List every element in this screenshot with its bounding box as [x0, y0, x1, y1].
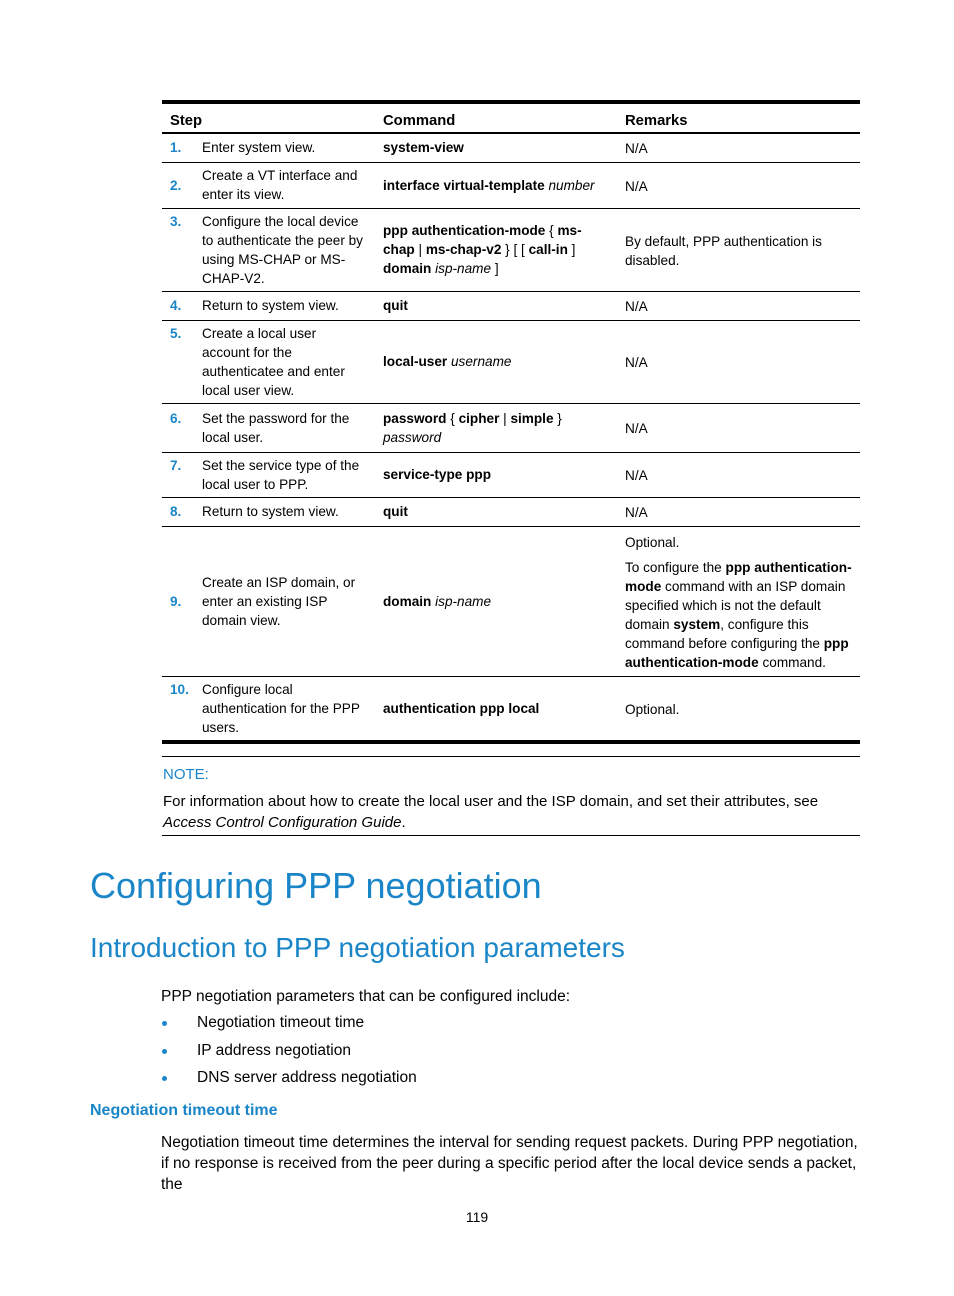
text-run: { — [446, 410, 459, 426]
keyword: password — [383, 410, 447, 426]
remarks-cell — [617, 497, 860, 526]
step-cell — [162, 526, 375, 676]
keyword: local-user — [383, 354, 451, 369]
subsubsection-heading: Negotiation timeout time — [90, 1102, 278, 1119]
text-run: N/A — [625, 141, 648, 157]
text-run: N/A — [625, 178, 648, 194]
keyword: ms-chap-v2 — [425, 242, 502, 257]
page-number: 119 — [465, 1209, 489, 1225]
text-run: N/A — [625, 355, 648, 370]
remarks-cell — [617, 133, 860, 162]
text-run: N/A — [625, 421, 648, 436]
bullet-icon — [162, 1021, 167, 1026]
table-row — [162, 403, 860, 452]
section-heading: Configuring PPP negotiation — [90, 865, 542, 906]
keyword: domain — [383, 261, 432, 276]
list-item — [161, 1040, 417, 1061]
text-run: By default, PPP authentication is disabled. — [625, 233, 822, 268]
step-description: Configure the local device to authenticate the peer by using MS-CHAP or MS-CHAP-V2. — [202, 213, 363, 286]
intro-paragraph: PPP negotiation parameters that can be configured include: — [161, 988, 571, 1005]
table-row — [162, 497, 860, 526]
keyword: quit — [383, 298, 408, 313]
step-number: 1. — [170, 140, 182, 156]
remarks-cell — [617, 320, 860, 403]
list-item-text: DNS server address negotiation — [197, 1069, 417, 1086]
step-cell — [162, 162, 375, 208]
remarks-cell — [617, 676, 860, 742]
step-cell — [162, 676, 375, 742]
table-header-row — [162, 102, 860, 133]
remark-paragraph — [625, 700, 852, 719]
step-description: Return to system view. — [202, 504, 339, 519]
keyword: simple — [510, 410, 554, 426]
remark-paragraph — [625, 503, 852, 522]
table-row — [162, 452, 860, 497]
table-row — [162, 208, 860, 291]
text-run: N/A — [625, 505, 648, 520]
step-cell — [162, 403, 375, 452]
keyword: ppp authentication-mode — [625, 559, 852, 594]
step-description: Enter system view. — [202, 140, 316, 156]
table-row — [162, 133, 860, 162]
text-run: , configure this command before configuring the — [625, 616, 824, 651]
text-run: N/A — [625, 468, 648, 483]
remarks-cell — [617, 452, 860, 497]
bullet-icon — [162, 1049, 167, 1054]
step-cell — [162, 208, 375, 291]
text-run: } [ [ — [501, 242, 529, 257]
command-cell — [375, 452, 617, 497]
command-cell — [375, 208, 617, 291]
table-row — [162, 526, 860, 676]
argument: number — [548, 177, 595, 193]
remarks-cell — [617, 526, 860, 676]
command-cell — [375, 676, 617, 742]
keyword: ms-chap — [383, 223, 582, 257]
text-run: | — [499, 410, 511, 426]
step-number: 4. — [170, 298, 182, 313]
step-number: 10. — [170, 681, 189, 697]
keyword: interface virtual-template — [383, 177, 549, 193]
text-run: ] — [491, 261, 499, 276]
note-reference: Access Control Configuration Guide — [163, 814, 402, 831]
keyword: cipher — [458, 410, 500, 426]
step-cell — [162, 452, 375, 497]
keyword: service-type ppp — [383, 467, 492, 482]
remark-paragraph — [625, 177, 852, 196]
text-run: N/A — [625, 299, 648, 314]
remarks-cell — [617, 403, 860, 452]
remark-paragraph — [625, 232, 852, 270]
table-row — [162, 676, 860, 742]
step-description: Create a local user account for the authenticatee and enter local user view. — [202, 325, 345, 398]
text-run: command. — [758, 654, 826, 670]
header-step: Step — [162, 102, 375, 133]
note-body: For information about how to create the local user and the ISP domain, and set their attributes, see — [163, 793, 819, 810]
text-run: ] — [567, 242, 576, 257]
table-row — [162, 291, 860, 320]
remarks-cell — [617, 291, 860, 320]
step-description: Set the service type of the local user to PPP. — [202, 457, 360, 492]
argument: isp-name — [435, 261, 492, 276]
keyword: quit — [383, 504, 408, 519]
remark-paragraph — [625, 297, 852, 316]
command-cell — [375, 162, 617, 208]
list-item — [161, 1067, 417, 1088]
keyword: ppp authentication-mode — [625, 635, 849, 670]
remark-paragraph — [625, 139, 852, 158]
argument: password — [383, 429, 442, 445]
subsection-heading: Introduction to PPP negotiation parameters — [90, 932, 625, 963]
remarks-cell — [617, 162, 860, 208]
remark-paragraph — [625, 353, 852, 372]
text-run: Optional. — [625, 534, 680, 550]
argument: isp-name — [435, 593, 492, 609]
command-cell — [375, 291, 617, 320]
step-description: Create an ISP domain, or enter an existing ISP domain view. — [202, 574, 356, 628]
keyword: authentication ppp local — [383, 700, 540, 716]
header-remarks: Remarks — [617, 102, 860, 133]
step-number: 9. — [170, 593, 182, 609]
command-cell — [375, 133, 617, 162]
remark-paragraph — [625, 558, 852, 672]
text-run: { — [545, 223, 558, 238]
keyword: call-in — [528, 242, 568, 257]
note-box — [162, 756, 860, 836]
step-number: 3. — [170, 213, 182, 229]
step-description: Create a VT interface and enter its view. — [202, 168, 358, 202]
remark-paragraph — [625, 533, 852, 552]
step-description: Configure local authentication for the PPP users. — [202, 681, 360, 735]
table-row — [162, 320, 860, 403]
text-run: | — [414, 242, 426, 257]
step-cell — [162, 133, 375, 162]
text-run: } — [553, 410, 562, 426]
step-description: Set the password for the local user. — [202, 410, 350, 445]
note-end: . — [401, 814, 406, 831]
list-item — [161, 1012, 417, 1033]
keyword: system-view — [383, 140, 464, 156]
step-cell — [162, 291, 375, 320]
list-item-text: IP address negotiation — [197, 1041, 351, 1059]
keyword: domain — [383, 593, 436, 609]
step-cell — [162, 320, 375, 403]
step-number: 6. — [170, 410, 182, 426]
header-command: Command — [375, 102, 617, 133]
command-cell — [375, 403, 617, 452]
remarks-cell — [617, 208, 860, 291]
step-number: 5. — [170, 325, 182, 341]
step-cell — [162, 497, 375, 526]
command-cell — [375, 320, 617, 403]
command-cell — [375, 497, 617, 526]
command-cell — [375, 526, 617, 676]
step-number: 7. — [170, 457, 182, 473]
parameter-list — [161, 1012, 417, 1095]
argument: username — [451, 354, 512, 369]
text-run: Optional. — [625, 701, 680, 717]
bullet-icon — [162, 1076, 167, 1081]
table-row — [162, 162, 860, 208]
note-text — [163, 791, 860, 833]
remark-paragraph — [625, 419, 852, 438]
step-number: 8. — [170, 504, 182, 519]
keyword: ppp authentication-mode — [383, 223, 546, 238]
text-run: command with an ISP domain specified which is not the default domain — [625, 578, 846, 632]
note-label: NOTE: — [163, 766, 209, 783]
list-item-text: Negotiation timeout time — [197, 1014, 365, 1031]
step-description: Return to system view. — [202, 298, 339, 313]
text-run: To configure the — [625, 559, 726, 575]
configuration-steps-table — [162, 100, 860, 744]
step-number: 2. — [170, 177, 182, 193]
keyword: system — [673, 616, 721, 632]
remark-paragraph — [625, 466, 852, 485]
body-paragraph: Negotiation timeout time determines the interval for sending request packets. During PPP negotiation, if no response is received from the peer during a specific period after the local device sends a packet, the — [161, 1134, 858, 1193]
